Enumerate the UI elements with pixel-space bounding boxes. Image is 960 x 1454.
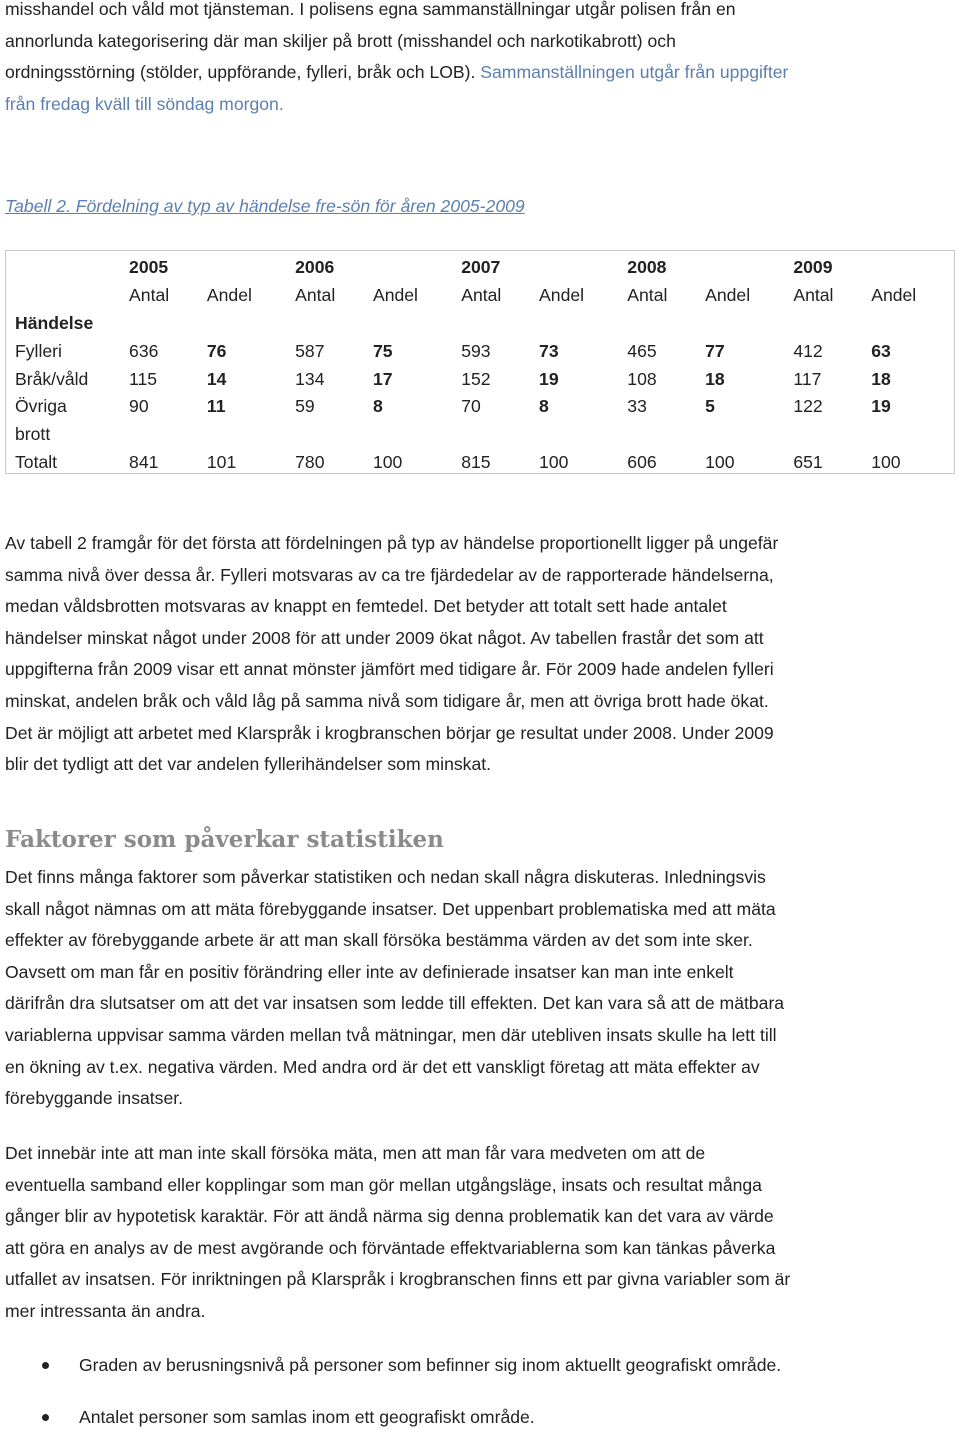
text-line: annorlunda kategorisering där man skiljer på brott (misshandel och narkotikabrott) och [5, 30, 676, 51]
cell: 8 [372, 396, 383, 417]
row-label: Fylleri [15, 340, 62, 361]
cell: 587 [295, 340, 325, 361]
text-line: samma nivå över dessa år. Fylleri motsvaras av ca tre fjärdedelar av de rapporterade händelserna, [5, 564, 774, 585]
cell: 59 [295, 396, 315, 417]
year-header: 2008 [627, 257, 667, 278]
cell: 14 [206, 368, 227, 389]
row-header-label: Händelse [15, 312, 94, 333]
section-heading: Faktorer som påverkar statistiken [5, 826, 444, 853]
cell: 100 [372, 451, 403, 472]
cell: 18 [705, 368, 725, 389]
row-label: Bråk/våld [15, 368, 89, 389]
table-row-continuation [15, 421, 955, 449]
bullet-icon [42, 1362, 49, 1369]
cell: 152 [461, 368, 491, 389]
cell: 606 [627, 451, 657, 472]
text-line: därifrån dra slutsatser om att det var insatsen som ledde till effekten. Det kan vara så att de mätbara [5, 993, 785, 1014]
cell: 115 [129, 368, 158, 389]
text-line: eventuella samband eller kopplingar som man gör mellan utgångsläge, insats och resultat många [5, 1174, 762, 1195]
text-line: medan våldsbrotten motsvaras av knappt en femtedel. Det betyder att totalt sett hade antalet [5, 596, 727, 617]
column-header: Antal [129, 285, 170, 306]
cell: 19 [539, 368, 559, 389]
cell: 5 [705, 396, 715, 417]
row-label-continuation: brott [15, 424, 51, 445]
cell: 651 [793, 451, 823, 472]
year-header: 2006 [295, 257, 335, 278]
cell: 76 [206, 340, 227, 361]
cell: 100 [871, 451, 901, 472]
row-label: Övriga [15, 396, 67, 417]
text-line: Oavsett om man får en positiv förändring eller inte av definierade insatser kan man inte enkelt [5, 961, 734, 982]
text-line: variablerna uppvisar samma värden mellan två mätningar, men där utebliven insats skulle ha lett till [5, 1024, 777, 1045]
column-header: Andel [372, 285, 418, 306]
year-header: 2007 [461, 257, 501, 278]
cell: 90 [129, 396, 149, 417]
text-line: misshandel och våld mot tjänsteman. I polisens egna sammanställningar utgår polisen från en [5, 0, 736, 19]
table-row [15, 365, 955, 393]
text-line: från fredag kväll till söndag morgon. [5, 93, 284, 114]
cell: 70 [461, 396, 481, 417]
text-line: uppgifterna från 2009 visar ett annat mönster jämfört med tidigare år. För 2009 hade andelen fylleri [5, 659, 774, 680]
cell: 636 [129, 340, 159, 361]
text-line: gånger blir av hypotetisk karaktär. För att ändå närma sig denna problematik kan det vara av värde [5, 1206, 774, 1227]
cell: 77 [705, 340, 725, 361]
column-header: Andel [705, 285, 751, 306]
text-line: ordningsstörning (stölder, uppförande, fylleri, bråk och LOB). Sammanställningen utgår från uppgifter [5, 62, 789, 83]
column-header: Antal [461, 285, 502, 306]
cell: 815 [461, 451, 491, 472]
table-row-years [15, 254, 955, 282]
bullet-list [5, 1350, 781, 1454]
cell: 100 [539, 451, 569, 472]
table-row-subheader [15, 282, 955, 310]
text-line: Det finns många faktorer som påverkar statistiken och nedan skall några diskuteras. Inledningsvis [5, 867, 766, 887]
statistics-table [15, 254, 955, 476]
text-line: Av tabell 2 framgår för det första att fördelningen på typ av händelse proportionellt ligger på ungefär [5, 533, 779, 553]
text-line: skall något nämnas om att mäta förebyggande insatser. Det uppenbart problematiska med att mäta [5, 898, 776, 919]
column-header: Andel [206, 285, 252, 306]
cell: 101 [206, 451, 237, 472]
column-header: Antal [627, 285, 668, 306]
row-label: Totalt [15, 451, 58, 472]
text-line: Det är möjligt att arbetet med Klarspråk i krogbranschen börjar ge resultat under 2008. Under 2009 [5, 722, 774, 743]
cell: 134 [295, 368, 325, 389]
column-header: Andel [539, 285, 585, 306]
text-line: mer intressanta än andra. [5, 1300, 206, 1321]
column-header: Andel [871, 285, 917, 306]
bullet-icon [42, 1414, 49, 1421]
cell: 11 [206, 396, 226, 417]
text-line: minskat, andelen bråk och våld låg på samma nivå som tidigare år, men att övriga brott hade ökat. [5, 690, 769, 711]
text-line: effekter av förebyggande arbete är att man skall försöka bestämma värden av det som inte sker. [5, 930, 753, 951]
list-item [5, 1402, 781, 1454]
cell: 122 [793, 396, 823, 417]
cell: 17 [372, 368, 393, 389]
text-line: en ökning av t.ex. negativa värden. Med andra ord är det ett vanskligt företag att mäta effekter av [5, 1056, 760, 1077]
cell: 19 [871, 396, 891, 417]
intro-paragraph [5, 0, 955, 120]
measurement-paragraph [5, 1138, 955, 1328]
year-header: 2005 [129, 257, 169, 278]
cell: 117 [793, 368, 822, 389]
cell: 108 [627, 368, 657, 389]
cell: 33 [627, 396, 647, 417]
table-row-total [15, 449, 955, 477]
cell: 63 [871, 340, 891, 361]
year-header: 2009 [793, 257, 833, 278]
factors-paragraph [5, 862, 955, 1115]
cell: 593 [461, 340, 491, 361]
table-row [15, 393, 955, 421]
cell: 8 [539, 396, 549, 417]
list-item [5, 1350, 781, 1402]
table-row-header [15, 310, 955, 338]
cell: 100 [705, 451, 735, 472]
column-header: Antal [295, 285, 336, 306]
analysis-paragraph [5, 528, 955, 781]
text-line: blir det tydligt att det var andelen fyllerihändelser som minskat. [5, 754, 492, 775]
text-line: förebyggande insatser. [5, 1088, 184, 1109]
cell: 18 [871, 368, 891, 389]
cell: 465 [627, 340, 657, 361]
column-header: Antal [793, 285, 834, 306]
cell: 75 [372, 340, 393, 361]
list-item-text: Antalet personer som samlas inom ett geografiskt område. [79, 1407, 535, 1427]
text-line: att göra en analys av de mest avgörande och förväntade effektvariablerna som kan tänkas påverka [5, 1237, 776, 1258]
text-line: händelser minskat något under 2008 för att under 2009 ökat något. Av tabellen frastår det som att [5, 627, 764, 648]
text-line: Det innebär inte att man inte skall försöka mäta, men att man får vara medveten om att de [5, 1143, 706, 1163]
table-row [15, 337, 955, 365]
table-caption: Tabell 2. Fördelning av typ av händelse fre-sön för åren 2005-2009 [5, 196, 525, 216]
list-item-text: Graden av berusningsnivå på personer som befinner sig inom aktuellt geografiskt område. [79, 1355, 782, 1375]
cell: 412 [793, 340, 823, 361]
cell: 73 [539, 340, 559, 361]
cell: 841 [129, 451, 159, 472]
cell: 780 [295, 451, 325, 472]
text-line: utfallet av insatsen. För inriktningen på Klarspråk i krogbranschen finns ett par givna variabler som är [5, 1269, 791, 1290]
